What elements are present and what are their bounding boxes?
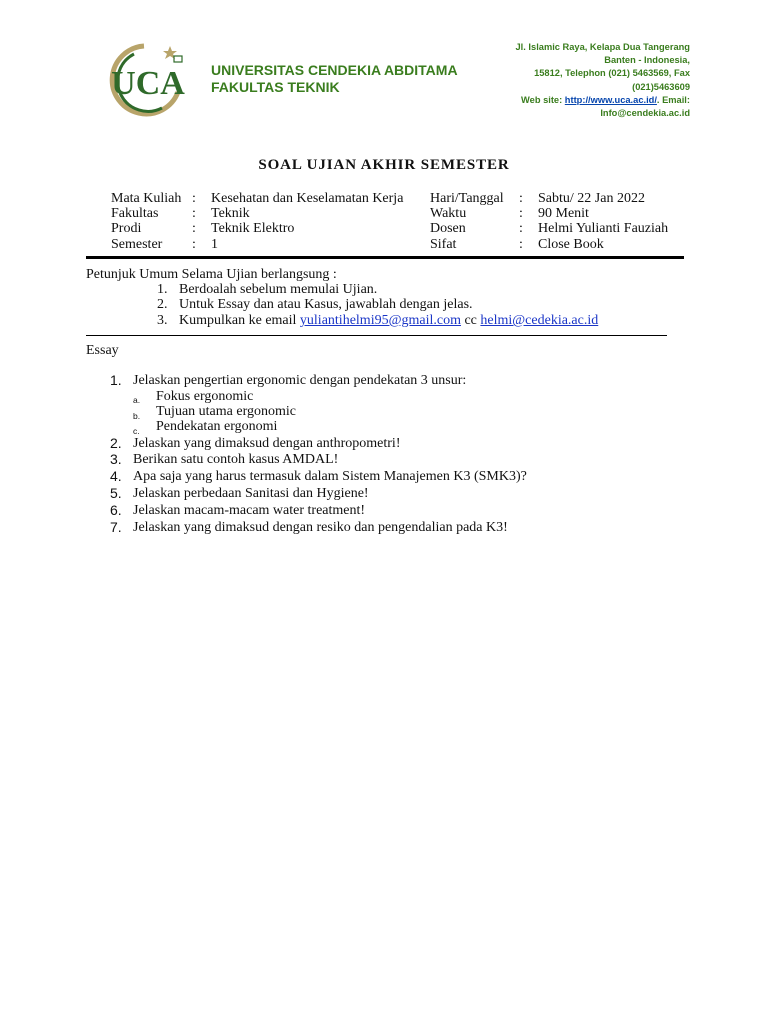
faculty-name: FAKULTAS TEKNIK <box>211 79 340 95</box>
email-link-cc[interactable]: helmi@cedekia.ac.id <box>480 313 599 328</box>
info-colon: : <box>192 191 196 206</box>
question-number: 4. <box>110 468 122 484</box>
info-colon: : <box>519 191 523 206</box>
info-colon: : <box>192 221 196 236</box>
question-text: Berikan satu contoh kasus AMDAL! <box>133 452 339 467</box>
info-value: Helmi Yulianti Fauziah <box>538 221 669 236</box>
info-value: 90 Menit <box>538 206 589 221</box>
address-line: Banten - Indonesia, <box>604 55 690 66</box>
question-text: Jelaskan pengertian ergonomic dengan pendekatan 3 unsur: <box>133 373 467 388</box>
sub-item-text: Pendekatan ergonomi <box>156 419 278 434</box>
header-email: Info@cendekia.ac.id <box>600 108 690 119</box>
info-label: Waktu <box>430 206 467 221</box>
question-text: Jelaskan macam-macam water treatment! <box>133 503 366 518</box>
cc-text: cc <box>460 313 481 328</box>
essay-heading: Essay <box>86 343 119 358</box>
question-number: 5. <box>110 485 122 501</box>
question-number: 6. <box>110 502 122 518</box>
info-colon: : <box>519 237 523 252</box>
instruction-number: 1. <box>157 282 168 297</box>
instruction-email-line <box>179 313 598 329</box>
sub-item-letter: a. <box>133 395 141 405</box>
sub-item-text: Fokus ergonomic <box>156 389 254 404</box>
question-number: 2. <box>110 435 122 451</box>
website-prefix: Web site: <box>521 94 565 105</box>
instruction-number: 3. <box>157 313 168 328</box>
logo-text: UCA <box>111 65 185 102</box>
info-label: Fakultas <box>111 206 159 221</box>
info-label: Dosen <box>430 221 466 236</box>
sub-item-text: Tujuan utama ergonomic <box>156 404 296 419</box>
address-line: 15812, Telephon (021) 5463569, Fax <box>534 68 690 79</box>
address-line: Jl. Islamic Raya, Kelapa Dua Tangerang <box>515 42 690 52</box>
info-label: Semester <box>111 237 163 252</box>
info-value: Teknik <box>211 206 250 221</box>
info-label: Hari/Tanggal <box>430 191 504 206</box>
info-value: 1 <box>211 237 218 252</box>
address-line: (021)5463609 <box>632 81 690 92</box>
info-label: Sifat <box>430 237 457 252</box>
email-link-primary[interactable]: yuliantihelmi95@gmail.com <box>299 313 461 328</box>
instruction-text: Untuk Essay dan atau Kasus, jawablah dengan jelas. <box>179 297 473 312</box>
question-text: Jelaskan yang dimaksud dengan anthropometri! <box>133 436 401 451</box>
info-label: Mata Kuliah <box>111 191 182 206</box>
sub-item-letter: b. <box>133 411 141 421</box>
info-colon: : <box>519 221 523 236</box>
info-value: Teknik Elektro <box>211 221 295 236</box>
info-value: Sabtu/ 22 Jan 2022 <box>538 191 645 206</box>
header-divider <box>86 256 684 259</box>
info-colon: : <box>519 206 523 221</box>
info-value: Close Book <box>538 237 604 252</box>
university-heading <box>211 62 458 96</box>
question-text: Jelaskan yang dimaksud dengan resiko dan pengendalian pada K3! <box>133 520 508 535</box>
info-label: Prodi <box>111 221 142 236</box>
instruction-text: Kumpulkan ke email <box>179 313 300 328</box>
question-text: Jelaskan perbedaan Sanitasi dan Hygiene! <box>133 486 369 501</box>
instructions-heading: Petunjuk Umum Selama Ujian berlangsung : <box>86 267 337 282</box>
question-number: 3. <box>110 451 122 467</box>
exam-title: SOAL UJIAN AKHIR SEMESTER <box>258 157 510 173</box>
instruction-text: Berdoalah sebelum memulai Ujian. <box>179 282 378 297</box>
question-text: Apa saja yang harus termasuk dalam Sistem Manajemen K3 (SMK3)? <box>133 469 527 484</box>
section-divider <box>86 335 667 336</box>
university-logo <box>104 42 186 118</box>
website-line <box>460 94 690 107</box>
instruction-number: 2. <box>157 297 168 312</box>
question-number: 7. <box>110 519 122 535</box>
university-name: UNIVERSITAS CENDEKIA ABDITAMA <box>211 62 458 78</box>
email-prefix: . Email: <box>656 94 690 105</box>
info-colon: : <box>192 206 196 221</box>
info-colon: : <box>192 237 196 252</box>
question-number: 1. <box>110 372 122 388</box>
address-block <box>460 41 690 120</box>
sub-item-letter: c. <box>133 426 140 436</box>
website-link[interactable]: http://www.uca.ac.id/ <box>564 94 657 105</box>
info-value: Kesehatan dan Keselamatan Kerja <box>211 191 404 206</box>
